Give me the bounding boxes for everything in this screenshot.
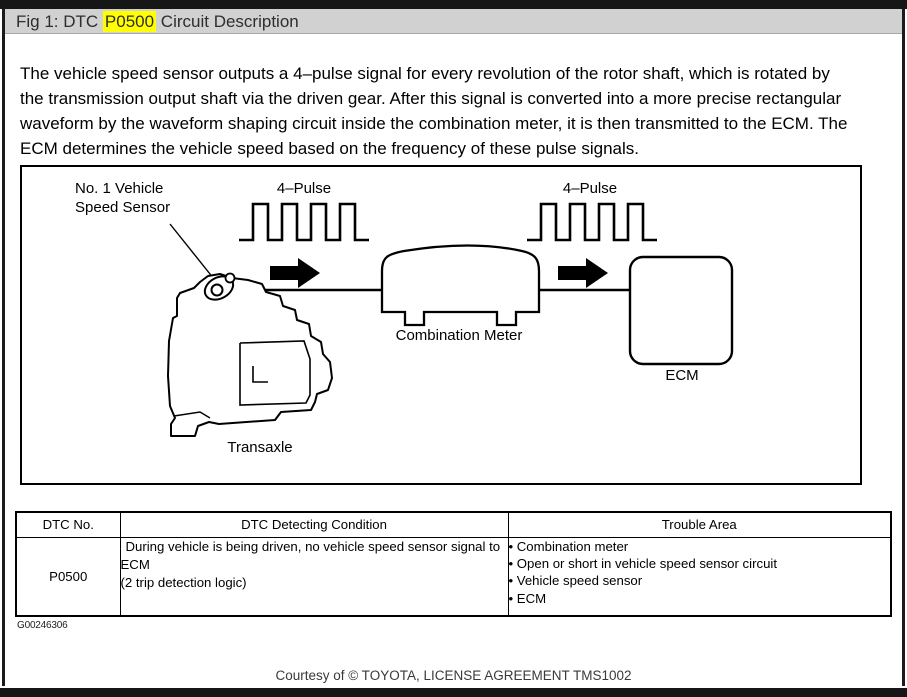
figure-title-bar [5,9,902,34]
circuit-diagram [20,165,862,485]
bottom-frame-bar [0,688,907,697]
trouble-area-cell [508,537,891,616]
trouble-area-item: • Combination meter [509,538,891,555]
detecting-condition-cell [120,537,508,616]
figure-title-suffix: Circuit Description [156,12,299,31]
pulse-label-left: 4–Pulse [276,180,332,197]
leader-line [170,224,214,279]
table-row [16,537,891,616]
pulse-waveform-1 [239,204,369,240]
combination-meter-shape [382,245,539,325]
dtc-no-cell: P0500 [16,537,120,616]
figure-code: G00246306 [17,620,68,631]
description-line: The vehicle speed sensor outputs a 4–pulse signal for every revolution of the rotor shaft, which is rotated by [20,64,830,83]
description-line: waveform by the waveform shaping circuit inside the combination meter, it is then transmitted to the ECM. The [20,114,848,133]
transaxle-label: Transaxle [227,439,293,456]
trouble-area-item: • ECM [509,590,891,607]
transaxle-drawing [168,274,332,436]
ecm-label: ECM [665,367,699,384]
ecm-box [630,257,732,364]
left-frame-border [2,9,5,686]
arrow-right-icon [270,258,320,288]
sensor-label-line2: Speed Sensor [75,199,171,216]
pulse-waveform-2 [527,204,657,240]
dtc-table-header-row [16,512,891,537]
trouble-area-item: • Open or short in vehicle speed sensor circuit [509,555,891,572]
figure-title-prefix: Fig 1: DTC [16,12,103,31]
dtc-table [15,511,892,617]
right-frame-border [902,9,905,686]
header-trouble-area: Trouble Area [508,512,891,537]
top-frame-bar [0,0,907,9]
trouble-area-item: • Vehicle speed sensor [509,572,891,589]
arrow-right-icon [558,258,608,288]
condition-line: (2 trip detection logic) [120,574,247,590]
header-detecting-condition: DTC Detecting Condition [120,512,508,537]
pulse-label-right: 4–Pulse [562,180,618,197]
sensor-label-line1: No. 1 Vehicle [75,180,164,197]
description-paragraph [20,61,894,161]
sensor-label [75,179,170,217]
description-line: ECM determines the vehicle speed based on the frequency of these pulse signals. [20,139,639,158]
combination-meter-label: Combination Meter [395,327,523,344]
dtc-code-highlight: P0500 [104,12,155,31]
condition-line: During vehicle is being driven, no vehicle speed sensor signal to [125,538,501,554]
description-line: the transmission output shaft via the driven gear. After this signal is converted into a more precise rectangular [20,89,842,108]
header-dtc-no: DTC No. [16,512,120,537]
copyright-footer: Courtesy of © TOYOTA, LICENSE AGREEMENT TMS1002 [275,668,632,683]
condition-line: ECM [120,556,150,572]
